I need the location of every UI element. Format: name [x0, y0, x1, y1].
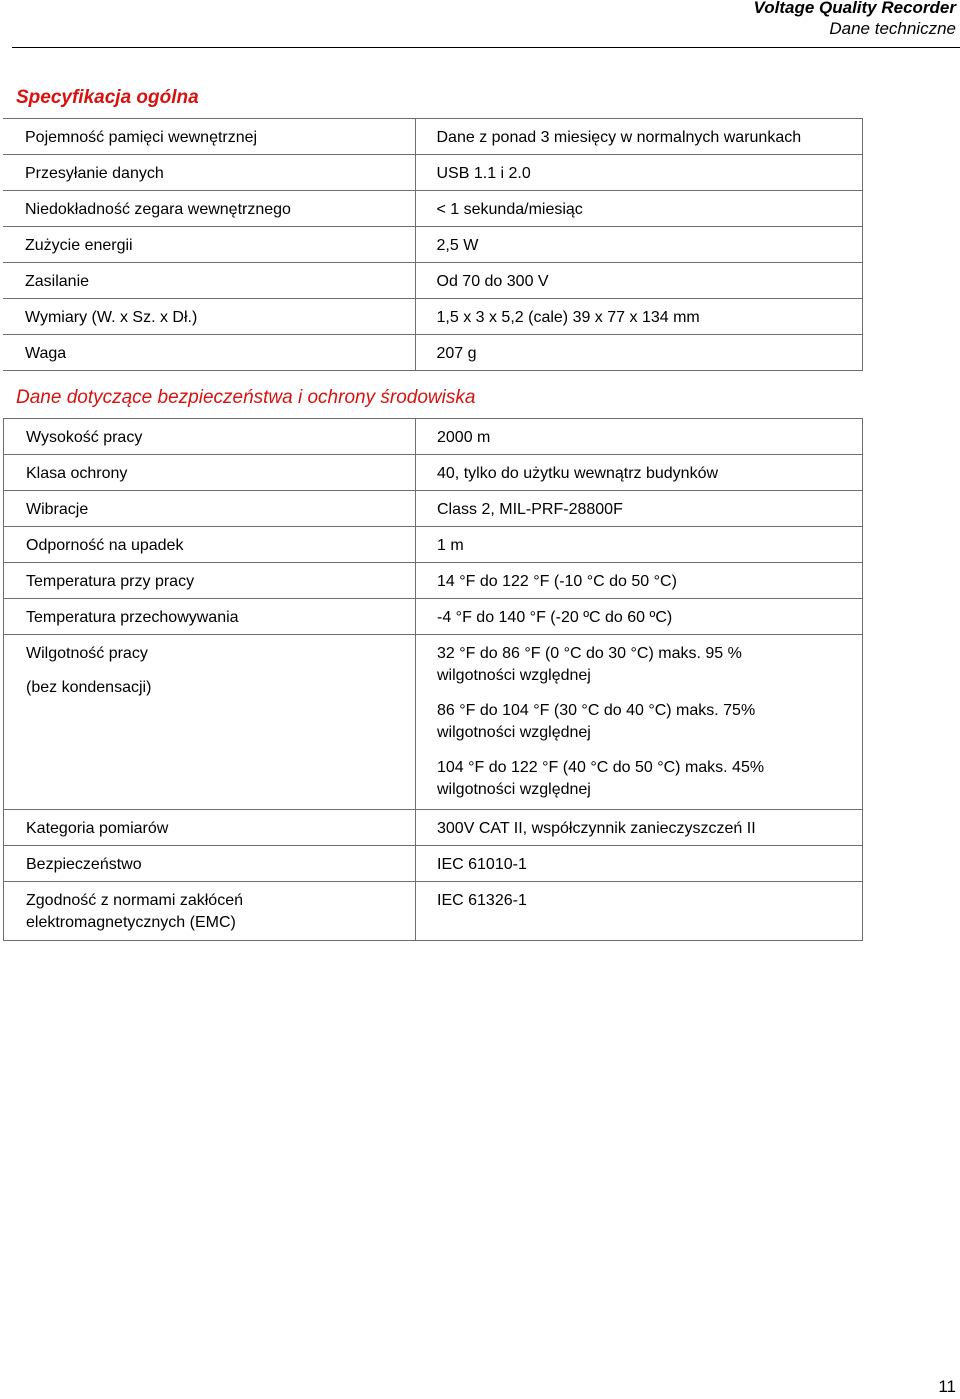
- spec-label: Wysokość pracy: [4, 419, 416, 455]
- general-spec-table: [3, 118, 863, 371]
- spec-value: 1,5 x 3 x 5,2 (cale) 39 x 77 x 134 mm: [415, 299, 862, 335]
- spec-value: 40, tylko do użytku wewnątrz budynków: [416, 455, 863, 491]
- spec-label: Wibracje: [4, 491, 416, 527]
- emc-label-cell: [4, 882, 416, 941]
- spec-value: 2000 m: [416, 419, 863, 455]
- spec-label: Zużycie energii: [3, 227, 415, 263]
- humidity-range-line: 32 °F do 86 °F (0 °C do 30 °C) maks. 95 %: [437, 645, 742, 662]
- humidity-value-cell: [416, 635, 863, 810]
- table-row: [3, 227, 862, 263]
- spec-label: Przesyłanie danych: [3, 155, 415, 191]
- table-row: [4, 527, 863, 563]
- table-row: [3, 335, 862, 371]
- spec-label: Odporność na upadek: [4, 527, 416, 563]
- spec-value: Od 70 do 300 V: [415, 263, 862, 299]
- spec-label: Zgodność z normami zakłóceń: [26, 892, 243, 909]
- spec-value: Class 2, MIL-PRF-28800F: [416, 491, 863, 527]
- table-row: [4, 882, 863, 941]
- safety-spec-table: [3, 418, 863, 941]
- section-title-general: Specyfikacja ogólna: [16, 87, 199, 108]
- document-title: Voltage Quality Recorder: [753, 0, 956, 17]
- spec-value: < 1 sekunda/miesiąc: [415, 191, 862, 227]
- spec-label: Pojemność pamięci wewnętrznej: [3, 119, 415, 155]
- spec-label: Zasilanie: [3, 263, 415, 299]
- spec-value: 300V CAT II, współczynnik zanieczyszczeń II: [416, 810, 863, 846]
- humidity-range-line: wilgotności względnej: [437, 781, 591, 798]
- table-row: [3, 191, 862, 227]
- humidity-label-cell: [4, 635, 416, 810]
- spec-label: Wymiary (W. x Sz. x Dł.): [3, 299, 415, 335]
- spec-value: USB 1.1 i 2.0: [415, 155, 862, 191]
- table-row: [4, 419, 863, 455]
- spec-value: 2,5 W: [415, 227, 862, 263]
- spec-value: IEC 61326-1: [416, 882, 863, 941]
- spec-value: 1 m: [416, 527, 863, 563]
- spec-value: -4 °F do 140 °F (-20 ºC do 60 ºC): [416, 599, 863, 635]
- spec-label: Bezpieczeństwo: [4, 846, 416, 882]
- table-row: [3, 155, 862, 191]
- spec-value: 14 °F do 122 °F (-10 °C do 50 °C): [416, 563, 863, 599]
- spec-label: elektromagnetycznych (EMC): [26, 914, 236, 931]
- spec-value: Dane z ponad 3 miesięcy w normalnych warunkach: [415, 119, 862, 155]
- table-row: [4, 810, 863, 846]
- header-rule: [12, 47, 960, 48]
- spec-label: Temperatura przechowywania: [4, 599, 416, 635]
- table-row: [4, 455, 863, 491]
- table-row: [4, 635, 863, 810]
- spec-label: Temperatura przy pracy: [4, 563, 416, 599]
- spec-value: 207 g: [415, 335, 862, 371]
- table-row: [3, 299, 862, 335]
- table-row: [4, 599, 863, 635]
- humidity-range-line: wilgotności względnej: [437, 724, 591, 741]
- page-header: [754, 0, 956, 40]
- table-row: [4, 491, 863, 527]
- humidity-range-line: 86 °F do 104 °F (30 °C do 40 °C) maks. 75%: [437, 702, 756, 719]
- section-title-safety: Dane dotyczące bezpieczeństwa i ochrony środowiska: [16, 387, 476, 408]
- table-row: [4, 563, 863, 599]
- table-row: [3, 263, 862, 299]
- spec-label: Kategoria pomiarów: [4, 810, 416, 846]
- humidity-range-line: wilgotności względnej: [437, 667, 591, 684]
- spec-label: Wilgotność pracy: [26, 645, 148, 662]
- page-number: 11: [938, 1377, 956, 1396]
- document-subtitle: Dane techniczne: [829, 19, 956, 38]
- humidity-range-line: 104 °F do 122 °F (40 °C do 50 °C) maks. 45%: [437, 759, 765, 776]
- table-row: [3, 119, 862, 155]
- spec-value: IEC 61010-1: [416, 846, 863, 882]
- spec-label: Niedokładność zegara wewnętrznego: [3, 191, 415, 227]
- spec-label: Klasa ochrony: [4, 455, 416, 491]
- spec-label: Waga: [3, 335, 415, 371]
- spec-label-note: (bez kondensacji): [26, 679, 152, 696]
- table-row: [4, 846, 863, 882]
